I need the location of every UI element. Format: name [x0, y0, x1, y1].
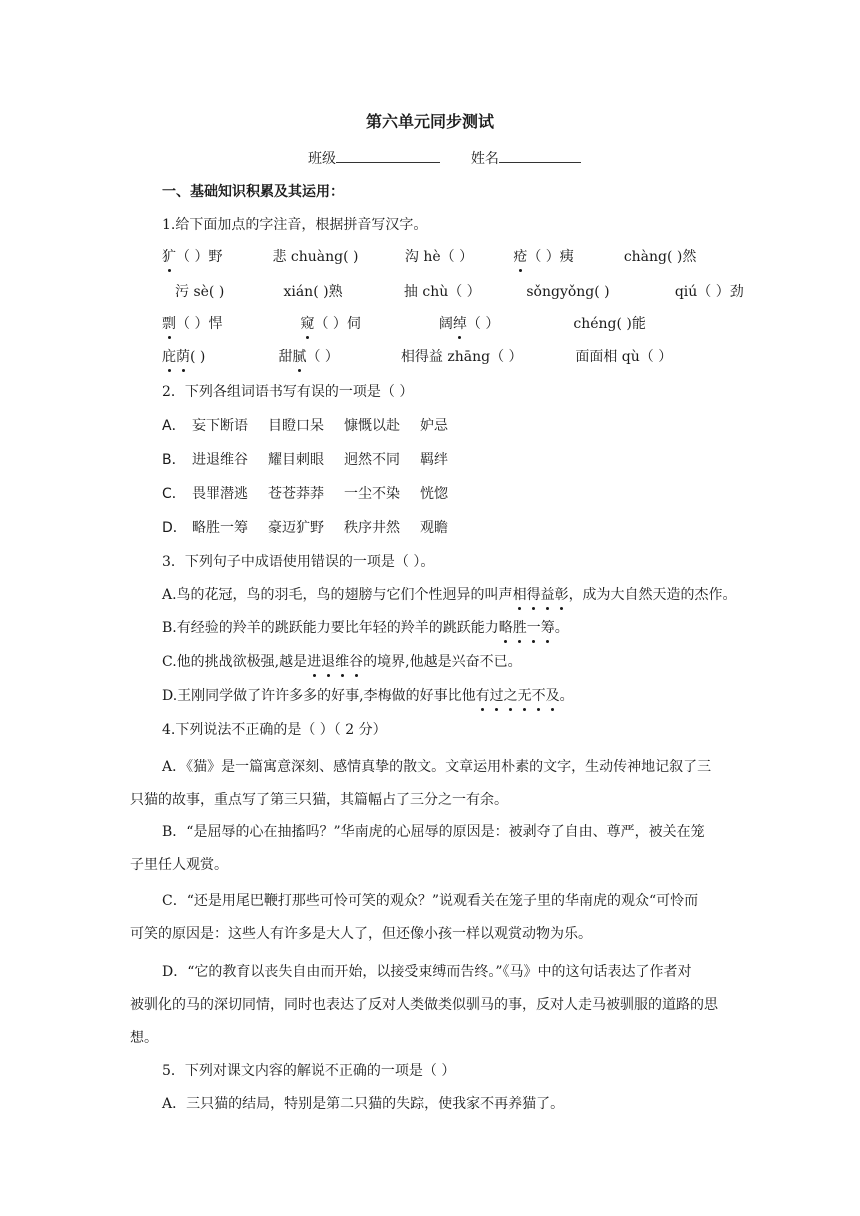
- q1-item: 面面相 qù（ ）: [575, 349, 673, 365]
- q1-item: chéng( )能: [573, 316, 646, 332]
- dotted-char: 谷: [349, 654, 364, 670]
- dotted-char: 得: [526, 587, 541, 603]
- q4-stem: 4.下列说法不正确的是（ ）（ 2 分）: [162, 722, 387, 738]
- q1-item: sǒngyǒng( ): [526, 284, 610, 300]
- dotted-char: 不: [531, 688, 546, 704]
- q4-option-d-line3: 想。: [130, 1030, 158, 1046]
- q1-row-1: 犷（ ）野 悲 chuàng( ) 沟 hè（ ） 疮（ ）痍 chàng( )然: [162, 249, 697, 265]
- q5-option-a: A．三只猫的结局，特别是第二只猫的失踪，使我家不再养猫了。: [162, 1096, 565, 1112]
- dotted-char: 无: [517, 688, 532, 704]
- q3-option-a: A.鸟的花冠，鸟的羽毛，鸟的翅膀与它们个性迥异的叫声相得益彰，成为大自然天造的杰作。: [162, 587, 737, 603]
- section-heading-basics: 一、基础知识积累及其运用：: [162, 184, 344, 200]
- q1-row-2: [175, 282, 744, 302]
- q4-option-a-line2: 只猫的故事，重点写了第三只猫，其篇幅占了三分之一有余。: [130, 792, 508, 808]
- dotted-char: 一: [526, 620, 541, 636]
- q1-row-4: 庇荫( ) 甜腻（ ） 相得益 zhāng（ ） 面面相 qù（ ）: [162, 349, 673, 365]
- page-title: 第六单元同步测试: [365, 112, 494, 131]
- dotted-char: 犷: [162, 249, 176, 265]
- q1-item: qiú（ ）劲: [674, 284, 744, 300]
- q3-option-d: D.王刚同学做了许许多多的好事,李梅做的好事比他有过之无不及。: [162, 688, 574, 704]
- dotted-char: 荫: [176, 349, 190, 365]
- dotted-char: 进: [307, 654, 322, 670]
- dotted-char: 及: [545, 688, 560, 704]
- dotted-char: 退: [321, 654, 336, 670]
- q2-stem: 2．下列各组词语书写有误的一项是（ ）: [162, 384, 414, 400]
- dotted-char: 略: [498, 620, 513, 636]
- q4-option-b-line2: 子里任人观赏。: [130, 857, 228, 873]
- q4-option-d-line1: D．“它的教育以丧失自由而开始，以接受束缚而告终。”《马》中的这句话表达了作者对: [162, 964, 692, 980]
- dotted-char: 相: [512, 587, 527, 603]
- name-label: 姓名: [470, 151, 499, 167]
- q5-stem: 5．下列对课文内容的解说不正确的一项是（ ）: [162, 1063, 456, 1079]
- q4-option-c-line2: 可笑的原因是：这些人有许多是大人了，但还像小孩一样以观赏动物为乐。: [130, 926, 592, 942]
- q1-item: 抽 chù（ ）: [403, 284, 481, 300]
- q1-item: 污 sè( ): [175, 284, 225, 300]
- q1-item: xián( )熟: [283, 284, 343, 300]
- dotted-char: 过: [489, 688, 504, 704]
- q3-option-b: B.有经验的羚羊的跳跃能力要比年轻的羚羊的跳跃能力略胜一筹。: [162, 620, 569, 636]
- dotted-char: 益: [540, 587, 555, 603]
- dotted-char: 筹: [540, 620, 555, 636]
- q2-option-c: C． 畏罪潜逃 苍苍莽莽 一尘不染 恍惚: [162, 486, 448, 502]
- dotted-char: 腻: [292, 349, 307, 365]
- q4-option-b-line1: B．“是屈辱的心在抽搐吗？”华南虎的心屈辱的原因是：被剥夺了自由、尊严，被关在笼: [162, 824, 705, 840]
- dotted-char: 疮: [513, 249, 528, 265]
- dotted-char: 彰: [554, 587, 569, 603]
- dotted-char: 绰: [452, 316, 467, 332]
- q4-option-a-line1: A．《猫》是一篇寓意深刻、感情真挚的散文。文章运用朴素的文字，生动传神地记叙了三: [162, 759, 712, 775]
- q3-stem: 3．下列句子中成语使用错误的一项是（ ）。: [162, 554, 435, 570]
- dotted-char: 胜: [512, 620, 527, 636]
- q1-item: 悲 chuàng( ): [272, 249, 359, 265]
- dotted-char: 窥: [300, 316, 315, 332]
- q2-option-b: B． 进退维谷 耀目刺眼 迥然不同 羁绊: [162, 452, 448, 468]
- q1-stem: 1.给下面加点的字注音，根据拼音写汉字。: [162, 217, 428, 233]
- dotted-char: 维: [335, 654, 350, 670]
- class-label: 班级: [308, 151, 336, 167]
- q2-option-a: A． 妄下断语 目瞪口呆 慷慨以赴 妒忌: [162, 418, 448, 434]
- class-blank[interactable]: [336, 148, 440, 163]
- dotted-char: 剽: [162, 316, 176, 332]
- class-name-line: [308, 148, 581, 169]
- q4-option-c-line1: C．“还是用尾巴鞭打那些可怜可笑的观众？”说观看关在笼子里的华南虎的观众“可怜而: [162, 893, 699, 909]
- q4-option-d-line2: 被驯化的马的深切同情，同时也表达了反对人类做类似驯马的事，反对人走马被驯服的道路的思: [130, 997, 718, 1013]
- name-blank[interactable]: [499, 148, 581, 163]
- dotted-char: 之: [503, 688, 518, 704]
- dotted-char: 有: [475, 688, 490, 704]
- q1-item: chàng( )然: [623, 249, 697, 265]
- dotted-char: 庇: [162, 349, 176, 365]
- q2-option-d: D． 略胜一筹 豪迈犷野 秩序井然 观瞻: [162, 520, 448, 536]
- q3-option-c: C.他的挑战欲极强,越是进退维谷的境界,他越是兴奋不已。: [162, 654, 522, 670]
- q1-item: 相得益 zhāng（ ）: [400, 349, 523, 365]
- q1-item: 沟 hè（ ）: [404, 249, 474, 265]
- q1-row-3: 剽（ ）悍 窥（ ）伺 阔绰（ ） chéng( )能: [162, 316, 646, 332]
